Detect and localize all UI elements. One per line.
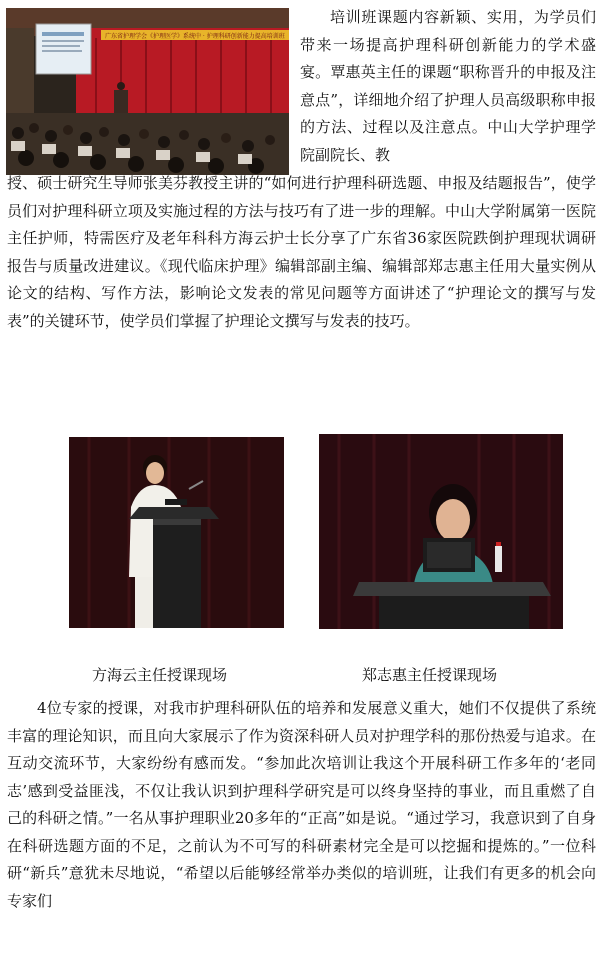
article-body: 授、硕士研究生导师张美芬教授主讲的“如何进行护理科研选题、申报及结题报告”，使学员们对护理科研立项及实施过程的方法与技巧有了进一步的理解。中山大学附属第一医院主任护师，特需医疗及老年科科方海云护士长分享了广东省36家医院跌倒护理现状调研报告与质量改进建议。《现代临床护理》编辑部副主编、编辑部郑志惠主任用大量实例从论文的结构、写作方法，影响论文发表的常见问题等方面讲述了“护理论文的撰写与发表”的关键环节，使学员们掌握了护理论文撰写与发表的技巧。 [7,174,596,330]
lecture-photo-fang [69,437,284,628]
article-intro: 培训班课题内容新颖、实用，为学员们带来一场提高护理科研创新能力的学术盛宴。覃惠英主任的课题“职称晋升的申报及注意点”，详细地介绍了护理人员高级职称申报的方法、过程以及注意点。中山大学护理学院副院长、教 [300,8,596,164]
caption-photo-2: 郑志惠主任授课现场 [362,666,498,684]
caption-photo-1: 方海云主任授课现场 [92,666,228,684]
lecture-photo-zheng [319,434,563,629]
article-closing: 4位专家的授课，对我市护理科研队伍的培养和发展意义重大，她们不仅提供了系统丰富的理论知识，而且向大家展示了作为资深科研人员对护理学科的那份热爱与追求。在互动交流环节，大家纷纷有感而发。“参加此次培训让我这个开展科研工作多年的‘老同志’感到受益匪浅，不仅让我认识到护理科学研究是可以终身坚持的事业，而且重燃了自己的科研之情。”一名从事护理职业20多年的“正高”如是说。“通过学习，我意识到了自身在科研选题方面的不足，之前认为不可写的科研素材完全是可以挖掘和提炼的。”一位科研“新兵”意犹未尽地说，“希望以后能够经常举办类似的培训班，让我们有更多的机会向专家们 [7,699,596,910]
conference-hall-photo [6,8,289,175]
banner-text: 广东省护理学会《护理医学》系统中 · 护理科研创新能力提高培训班 [105,33,285,40]
